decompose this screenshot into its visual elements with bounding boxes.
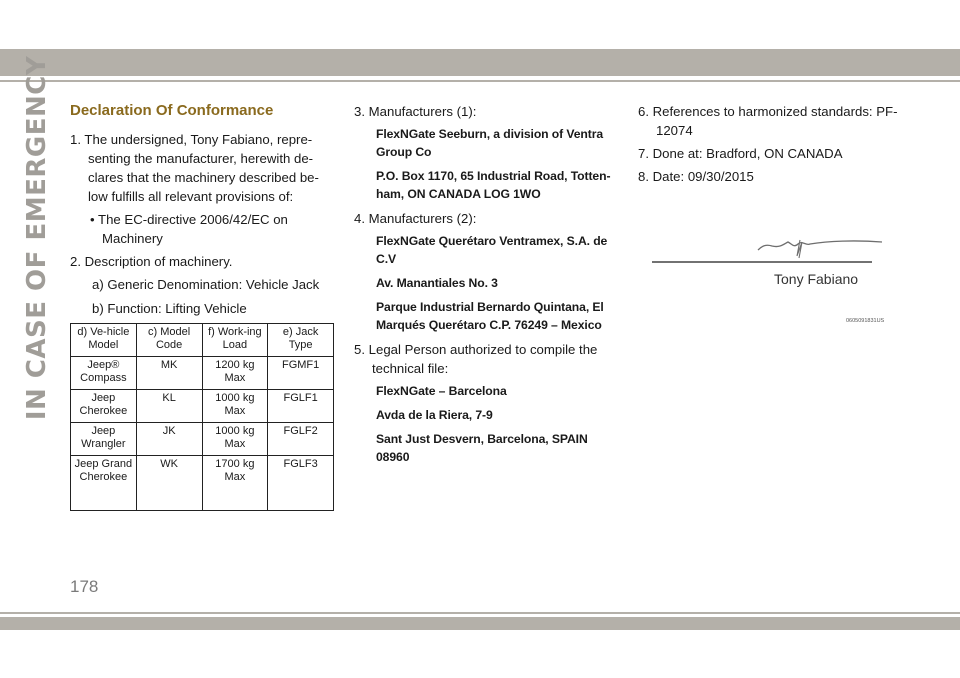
column-right: [638, 102, 902, 190]
table-header-cell: f) Work-ing Load: [202, 324, 268, 357]
item-2a: a) Generic Denomination: Vehicle Jack: [92, 277, 320, 292]
table-header-row: [71, 324, 334, 357]
table-cell: FGMF1: [268, 357, 334, 390]
machinery-table: [70, 323, 334, 511]
item-3-line-1: FlexNGate Seeburn, a division of Ventra Group Co: [376, 127, 604, 159]
table-cell: FGLF3: [268, 456, 334, 511]
column-left: [70, 100, 334, 511]
table-cell: JK: [136, 423, 202, 456]
table-cell: Jeep Grand Cherokee: [71, 456, 137, 511]
footer-rule: [0, 612, 960, 614]
table-cell: 1700 kg Max: [202, 456, 268, 511]
item-7: 7. Done at: Bradford, ON CANADA: [638, 146, 843, 161]
table-cell: WK: [136, 456, 202, 511]
table-cell: FGLF1: [268, 390, 334, 423]
signature-image: [650, 232, 890, 322]
table-cell: Jeep® Compass: [71, 357, 137, 390]
table-row: [71, 357, 334, 390]
header-band: [0, 49, 960, 76]
side-tab-label: IN CASE OF EMERGENCY: [22, 55, 53, 421]
table-cell: KL: [136, 390, 202, 423]
item-3-line-2: P.O. Box 1170, 65 Industrial Road, Totten-ham, ON CANADA LOG 1WO: [376, 169, 611, 201]
footer-band: [0, 617, 960, 630]
signature-code: 0605091831US: [846, 318, 885, 322]
item-5-line-3: Sant Just Desvern, Barcelona, SPAIN 08960: [376, 432, 588, 464]
table-row: [71, 390, 334, 423]
item-1-bullet: • The EC-directive 2006/42/EC on Machinery: [90, 212, 288, 246]
item-2b: b) Function: Lifting Vehicle: [92, 301, 247, 316]
item-1: 1. The undersigned, Tony Fabiano, repre-senting the manufacturer, herewith de-clares that the machinery described be-low fulfills all relevant provisions of:: [70, 132, 319, 204]
item-4-line-3: Parque Industrial Bernardo Quintana, El Marqués Querétaro C.P. 76249 – Mexico: [376, 300, 604, 332]
table-cell: 1200 kg Max: [202, 357, 268, 390]
item-3: 3. Manufacturers (1):: [354, 104, 477, 119]
table-cell: MK: [136, 357, 202, 390]
item-4-line-1: FlexNGate Querétaro Ventramex, S.A. de C.V: [376, 234, 608, 266]
page-title: Declaration Of Conformance: [70, 102, 274, 119]
item-5-line-1: FlexNGate – Barcelona: [376, 384, 507, 398]
table-header-cell: d) Ve-hicle Model: [71, 324, 137, 357]
table-cell: Jeep Wrangler: [71, 423, 137, 456]
column-middle: [354, 102, 618, 472]
table-row: [71, 456, 334, 511]
table-cell: 1000 kg Max: [202, 423, 268, 456]
table-cell: FGLF2: [268, 423, 334, 456]
item-6: 6. References to harmonized standards: PF-12074: [638, 104, 898, 138]
signature-flourish-icon: [797, 240, 802, 258]
item-4: 4. Manufacturers (2):: [354, 211, 477, 226]
item-5: 5. Legal Person authorized to compile the technical file:: [354, 342, 598, 376]
table-cell: 1000 kg Max: [202, 390, 268, 423]
item-4-line-2: Av. Manantiales No. 3: [376, 276, 498, 290]
table-cell: Jeep Cherokee: [71, 390, 137, 423]
table-header-cell: c) Model Code: [136, 324, 202, 357]
signature-name: Tony Fabiano: [774, 271, 859, 287]
table-header-cell: e) Jack Type: [268, 324, 334, 357]
page-number: 178: [70, 577, 99, 596]
section-side-tab: [20, 55, 54, 421]
item-2: 2. Description of machinery.: [70, 254, 233, 269]
signature-stroke-icon: [758, 241, 882, 250]
item-8: 8. Date: 09/30/2015: [638, 169, 754, 184]
table-row: [71, 423, 334, 456]
header-rule: [0, 80, 960, 82]
item-5-line-2: Avda de la Riera, 7-9: [376, 408, 493, 422]
